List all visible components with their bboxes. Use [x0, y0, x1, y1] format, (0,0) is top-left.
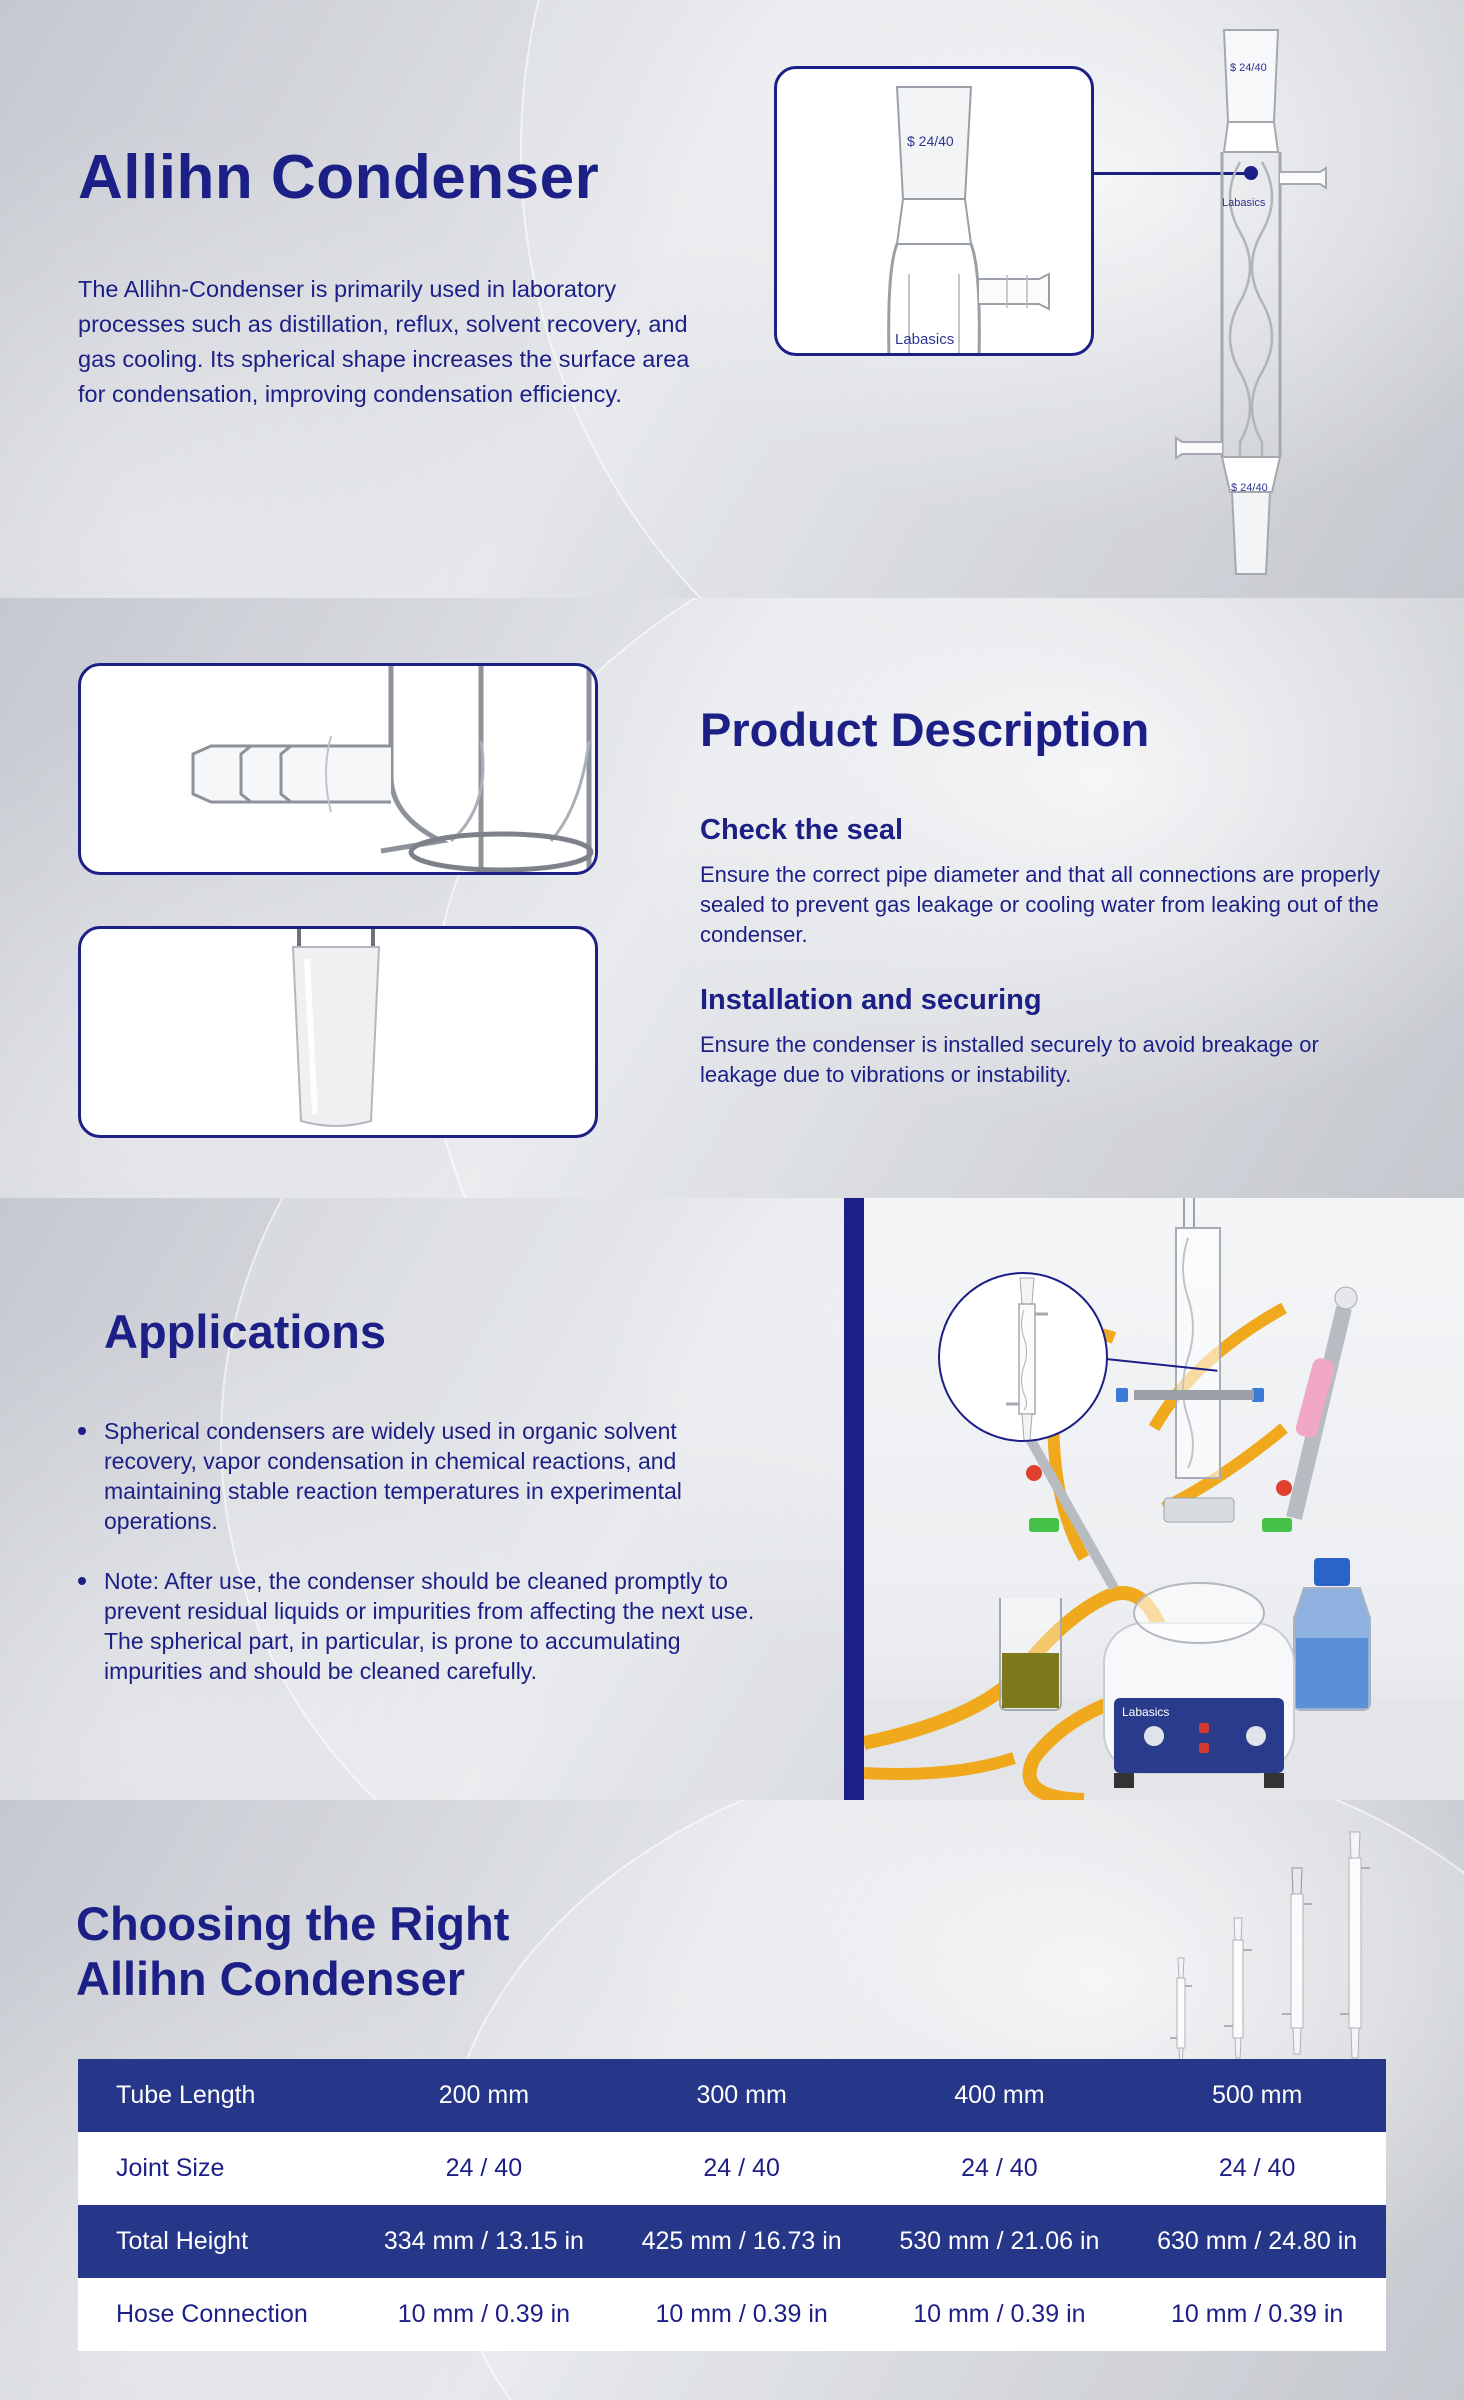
table-row [78, 2278, 1386, 2351]
row-label: Tube Length [78, 2059, 355, 2132]
table-cell: 300 mm [613, 2059, 871, 2132]
condenser-inset-circle [938, 1272, 1108, 1442]
table-cell: 400 mm [871, 2059, 1129, 2132]
hose-barb-closeup-card [78, 663, 598, 875]
applications-title: Applications [104, 1305, 387, 1358]
condenser-joint-label-top: $ 24/40 [1230, 62, 1267, 74]
applications-section [0, 1198, 1464, 1800]
choosing-section [0, 1800, 1464, 2400]
product-description-section [0, 598, 1464, 1198]
joint-size-label: $ 24/40 [907, 133, 954, 149]
table-cell: 24 / 40 [1128, 2132, 1386, 2205]
specs-table [78, 2059, 1386, 2351]
divider-bar [844, 1198, 864, 1800]
table-row [78, 2059, 1386, 2132]
table-cell: 10 mm / 0.39 in [613, 2278, 871, 2351]
table-cell: 500 mm [1128, 2059, 1386, 2132]
table-cell: 24 / 40 [871, 2132, 1129, 2205]
choosing-title-line1: Choosing the Right [76, 1897, 510, 1950]
hose-barb-illustration [81, 666, 598, 875]
small-condenser-illustration [940, 1274, 1108, 1442]
bullet-text: Spherical condensers are widely used in organic solvent recovery, vapor condensation in chemical reactions, and maintaining stable reaction temperatures in experimental operations. [104, 1418, 682, 1534]
table-cell: 24 / 40 [355, 2132, 613, 2205]
table-cell: 24 / 40 [613, 2132, 871, 2205]
ground-joint-closeup-card [78, 926, 598, 1138]
lab-setup-photo [864, 1198, 1464, 1800]
hero-section [0, 0, 1464, 598]
page-title: Allihn Condenser [78, 143, 600, 212]
product-description-title: Product Description [700, 703, 1150, 756]
list-item [76, 1416, 776, 1536]
allihn-condenser-illustration [1160, 22, 1360, 582]
table-cell: 334 mm / 13.15 in [355, 2205, 613, 2278]
table-cell: 10 mm / 0.39 in [355, 2278, 613, 2351]
bullet-dot [78, 1577, 86, 1585]
ground-joint-illustration [81, 929, 598, 1138]
check-seal-text: Ensure the correct pipe diameter and that all connections are properly sealed to prevent gas leakage or cooling water from leaking out of the condenser. [700, 862, 1380, 947]
hero-description: The Allihn-Condenser is primarily used in laboratory processes such as distillation, reflux, solvent recovery, and gas cooling. Its spherical shape increases the surface area for condensation, improving condensation efficiency. [78, 276, 690, 407]
bullet-dot [78, 1427, 86, 1435]
table-cell: 10 mm / 0.39 in [1128, 2278, 1386, 2351]
brand-logo: Labasics [895, 331, 955, 348]
choosing-title [76, 1896, 509, 2006]
applications-bullet-list [76, 1416, 776, 1686]
table-row [78, 2205, 1386, 2278]
joint-closeup-illustration [777, 69, 1094, 356]
list-item [76, 1566, 776, 1686]
installation-text: Ensure the condenser is installed securely to avoid breakage or leakage due to vibrations or instability. [700, 1032, 1319, 1087]
installation-heading: Installation and securing [700, 984, 1042, 1016]
bullet-text: Note: After use, the condenser should be cleaned promptly to prevent residual liquids or impurities from affecting the next use. The spherical part, in particular, is prone to accumulating impurities and should be cleaned carefully. [104, 1568, 755, 1684]
row-label: Total Height [78, 2205, 355, 2278]
row-label: Hose Connection [78, 2278, 355, 2351]
mantle-brand: Labasics [1122, 1705, 1170, 1719]
condenser-size-lineup [1160, 1828, 1380, 2068]
table-cell: 200 mm [355, 2059, 613, 2132]
check-seal-heading: Check the seal [700, 814, 904, 846]
table-cell: 425 mm / 16.73 in [613, 2205, 871, 2278]
condenser-brand: Labasics [1222, 197, 1266, 209]
table-row [78, 2132, 1386, 2205]
table-cell: 10 mm / 0.39 in [871, 2278, 1129, 2351]
row-label: Joint Size [78, 2132, 355, 2205]
joint-closeup-card [774, 66, 1094, 356]
table-cell: 630 mm / 24.80 in [1128, 2205, 1386, 2278]
condenser-joint-label-bottom: $ 24/40 [1231, 482, 1268, 494]
choosing-title-line2: Allihn Condenser [76, 1952, 466, 2005]
table-cell: 530 mm / 21.06 in [871, 2205, 1129, 2278]
